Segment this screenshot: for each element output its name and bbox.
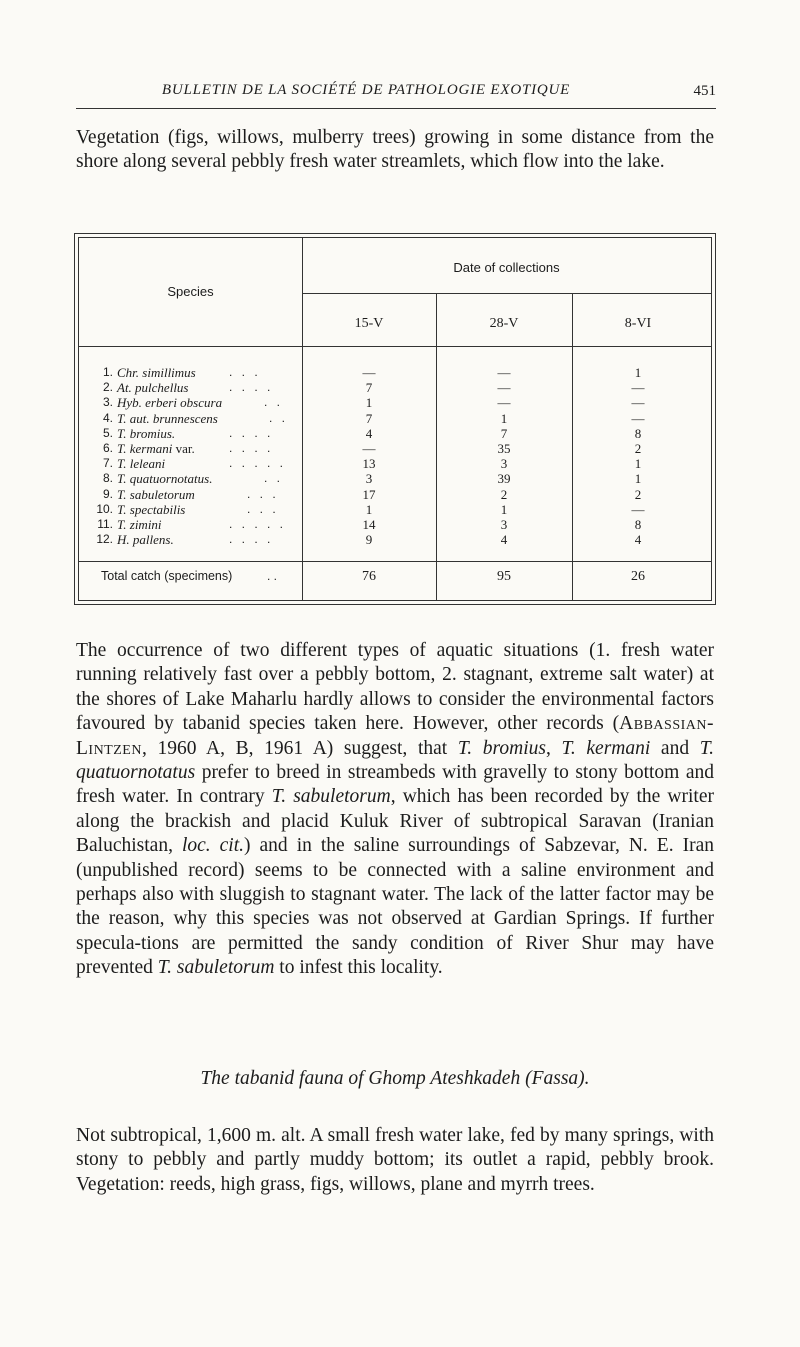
table-row: 11. T. zimini . . . . . 14 3 8 xyxy=(97,516,642,532)
table-row: 3. Hyb. erberi obscura . . 1 — — xyxy=(102,395,645,411)
species-name: T. bromius. xyxy=(117,425,176,441)
collections-table xyxy=(74,233,716,605)
discussion-paragraph: The occurrence of two different types of aquatic situations (1. fresh water running relatively fast over a pebbly bottom, 2. stagnant, extreme salt water) at the shores of Lake Maharlu hardly allows to consider the environmental factors favoured by tabanid species taken here. However, other records (Abbassian-Lintzen, 1960 A, B, 1961 A) suggest, that T. bromius, T. kermani and T. quatuornotatus prefer to breed in streambeds with gravelly to stony bottom and fresh water. In contrary T. sabuletorum, which has been recorded by the writer along the brackish and placid Kuluk River of subtropical Saravan (Iranian Baluchistan, loc. cit.) and in the saline surroundings of Sabzevar, N. E. Iran (unpublished record) seems to be connected with a saline environment and perhaps also with sluggish to stagnant water. The lack of the latter factor may be the reason, why this species was not observed at Gardian Springs. If further specula-tions are permitted the sandy condition of River Shur may have prevented T. sabuletorum to infest this locality. xyxy=(76,640,714,979)
total-label: Total catch (specimens) xyxy=(101,569,233,583)
species-name: T. quatuornotatus. xyxy=(117,471,213,487)
journal-title: BULLETIN DE LA SOCIÉTÉ DE PATHOLOGIE EXOTIQUE xyxy=(161,82,571,98)
species-header: Species xyxy=(167,284,214,299)
species-name: T. sabuletorum xyxy=(117,486,195,502)
table-divider-total xyxy=(79,561,711,562)
table-row: 2. At. pulchellus . . . . 7 — — xyxy=(102,380,645,396)
table-row: 6. T. kermani var. . . . . — 35 2 xyxy=(102,440,642,456)
species-name: At. pulchellus xyxy=(117,380,189,396)
date-header: Date of collections xyxy=(453,260,560,275)
species-name: H. pallens. xyxy=(117,532,174,548)
table-inner-frame: Species Date of collections 15-V 28-V 8-VI 1. Chr. simillimus . . . — — 1 2. At. pulchellus . . . . 7 — — 3. Hyb. erberi obscura . . 1 — — 4. T. aut. brunnescens . . 7 1 — 5. T. bromius. . . . . 4 7 8 6. T. kermani var. . . . . — 35 2 7. T. leleani . . . . . 13 3 1 8. T. quatuornotatus. . . 3 39 1 9. T. sabuletorum . . . 17 2 2 10. T. spectabilis . . . 1 1 — 11. T. zimini . . . . . 14 3 8 12. H. pallens. . . . . 9 4 4 Total catch (specimens) . . 76 95 26 xyxy=(78,237,712,601)
page-number: 451 xyxy=(693,83,716,99)
ghomp-description-paragraph: Not subtropical, 1,600 m. alt. A small fresh water lake, fed by many springs, with stony to pebbly and partly muddy bottom; its outlet a rapid, pebbly brook. Vegetation: reeds, high grass, figs, willows, plane and myrrh trees. xyxy=(76,1125,714,1195)
table-row: 5. T. bromius. . . . . 4 7 8 xyxy=(102,425,642,441)
table-divider-header xyxy=(79,346,711,347)
table-row: 1. Chr. simillimus . . . — — 1 xyxy=(102,365,642,380)
species-name: T. aut. brunnescens xyxy=(117,410,218,426)
table-rows xyxy=(79,365,711,547)
total-15-v: 76 xyxy=(362,569,376,584)
total-28-v: 95 xyxy=(497,569,511,584)
species-name: T. kermani var. xyxy=(117,440,195,456)
species-name: Chr. simillimus xyxy=(117,365,196,380)
author-citation: Abbassian-Lintzen xyxy=(76,713,714,759)
table-row: 8. T. quatuornotatus. . . 3 39 1 xyxy=(102,471,642,487)
table-row: 4. T. aut. brunnescens . . 7 1 — xyxy=(102,410,645,426)
intro-paragraph: Vegetation (figs, willows, mulberry trees) growing in some distance from the shore along several pebbly fresh water streamlets, which flow into the lake. xyxy=(76,127,714,173)
table-row: 10. T. spectabilis . . . 1 1 — xyxy=(96,501,645,517)
running-header xyxy=(76,80,716,109)
species-name: T. zimini xyxy=(117,516,162,532)
species-name: T. spectabilis xyxy=(117,501,186,517)
section-heading: The tabanid fauna of Ghomp Ateshkadeh (Fassa). xyxy=(200,1068,590,1089)
species-name: T. leleani xyxy=(117,456,166,472)
table-divider-date xyxy=(302,293,711,294)
table-row: 12. H. pallens. . . . . 9 4 4 xyxy=(96,532,642,548)
table-row: 9. T. sabuletorum . . . 17 2 2 xyxy=(102,486,642,502)
column-header-15-v: 15-V xyxy=(354,316,384,331)
table-row: 7. T. leleani . . . . . 13 3 1 xyxy=(102,456,642,472)
total-8-vi: 26 xyxy=(631,569,645,584)
column-header-8-vi: 8-VI xyxy=(624,316,652,331)
species-name: Hyb. erberi obscura xyxy=(117,395,223,411)
column-header-28-v: 28-V xyxy=(489,316,519,331)
